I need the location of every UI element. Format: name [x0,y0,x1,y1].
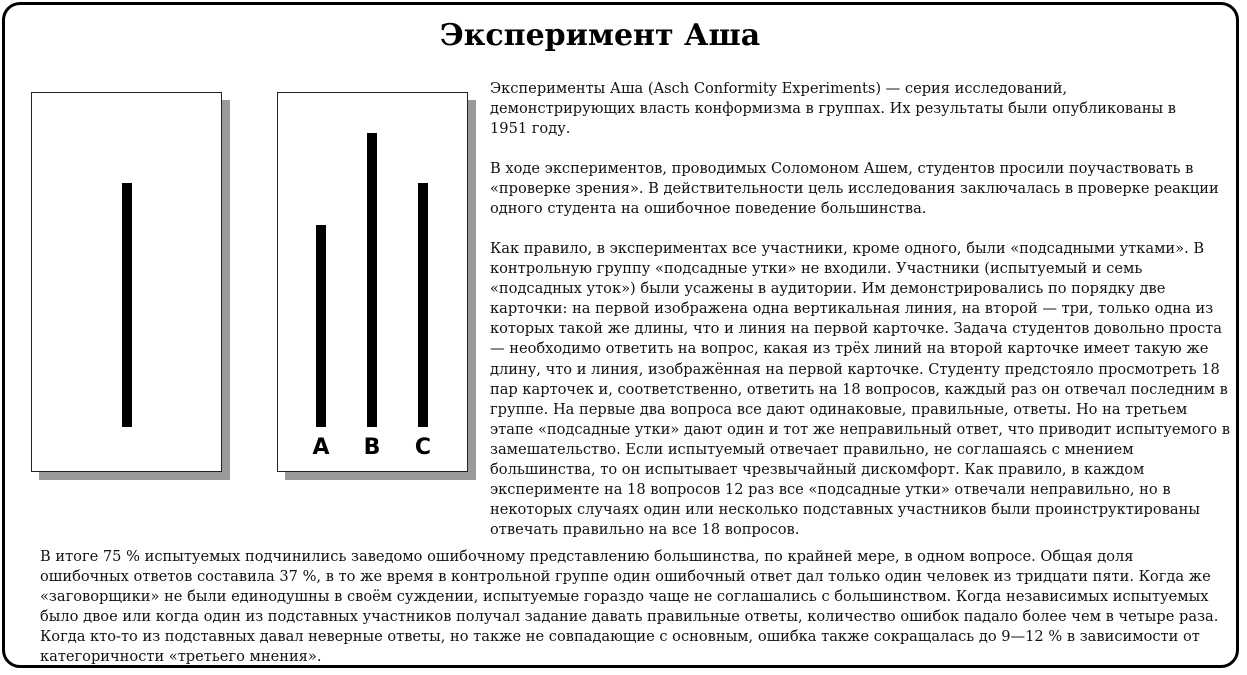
line-label-c: C [414,435,432,460]
comparison-line-b [367,133,377,427]
intro-paragraph: Эксперименты Аша (Asch Conformity Experiments) — серия исследований, демонстрирующих власть конформизма в группах. Их результаты были опубликованы в 1951 году. [490,80,1177,138]
line-label-b: B [363,435,381,460]
results-paragraph: В итоге 75 % испытуемых подчинились заведомо ошибочному представлению большинства, по крайней мере, в одном вопросе. Общая доля ошибочных ответов составила 37 %, в то же время в контрольной группе один ошибочный ответ дал только один человек из тридцати пяти. Когда же «заговорщики» не были единодушны в своём суждении, испытуемые гораздо чаще не соглашались с большинством. Когда независимых испытуемых было двое или когда один из подставных участников получал задание давать правильные ответы, количество ошибок падало более чем в четыре раза. Когда кто-то из подставных давал неверные ответы, но также не совпадающие с основным, ошибка также сокращалась до 9—12 % в зависимости от категоричности «третьего мнения». [40,548,1219,666]
comparison-line-a [316,225,326,427]
procedure-paragraph: Как правило, в экспериментах все участники, кроме одного, были «подсадными утками». В контрольную группу «подсадные утки» не входили. Участники (испытуемый и семь «подсадных уток») были усажены в аудитории. Им демонстрировались по порядку две карточки: на первой изображена одна вертикальная линия, на второй — три, только одна из которых такой же длины, что и линия на первой карточке. Задача студентов довольно проста — необходимо ответить на вопрос, какая из трёх линий на второй карточке имеет такую же длину, что и линия, изображённая на первой карточке. Студенту предстояло просмотреть 18 пар карточек и, соответственно, ответить на 18 вопросов, каждый раз он отвечал последним в группе. На первые два вопроса все дают одинаковые, правильные, ответы. Но на третьем этапе «подсадные утки» дают один и тот же неправильный ответ, что приводит испытуемого в замешательство. Если испытуемый отвечает правильно, не соглашаясь с мнением большинства, то он испытывает чрезвычайный дискомфорт. Как правило, в каждом эксперименте на 18 вопросов 12 раз все «подсадные утки» отвечали неправильно, но в некоторых случаях один или несколько подставных участников были проинструктированы отвечать правильно на все 18 вопросов. [490,240,1230,539]
page-title: Эксперимент Аша [439,18,761,53]
comparison-line-c [418,183,428,427]
reference-line [122,183,132,427]
reference-card [31,92,222,472]
comparison-card [277,92,468,472]
line-label-a: A [312,435,330,460]
method-paragraph: В ходе экспериментов, проводимых Соломоном Ашем, студентов просили поучаствовать в «проверке зрения». В действительности цель исследования заключалась в проверке реакции одного студента на ошибочное поведение большинства. [490,160,1219,218]
